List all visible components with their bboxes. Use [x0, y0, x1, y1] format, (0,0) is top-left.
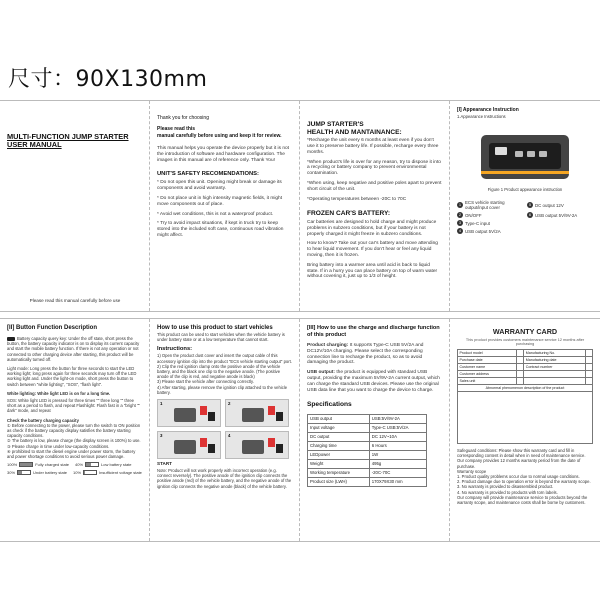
spec-row [308, 414, 427, 423]
battery-label: Fully charged state [35, 462, 70, 468]
callout-number: 6 [529, 213, 531, 218]
start-title: How to use this product to start vehicles [157, 325, 273, 331]
frozen-text: Bring battery into a warmer area until acid is back to liquid state. If in a hurry you can place battery on top of warm water without covering it, just up to 1/3 of height. [307, 262, 438, 280]
spec-row [308, 423, 427, 432]
spec-value: 6 Hours [369, 441, 426, 450]
charging-desc: It supports Type-C USB 5V/2A and DC12V/10A charging. Please select the corresponding connection line to recharge the product, so as to avoid damaging the product. [307, 343, 424, 366]
instruction-step: 3) Please start the vehicle after connecting correctly. [157, 379, 254, 385]
spec-value: Type-C USB:5V/2A [369, 423, 426, 432]
battery-label: Under battery state [33, 470, 68, 476]
appearance-panel [450, 101, 600, 311]
spec-value: 170X79X30 mm [369, 477, 426, 486]
warranty-cell [517, 357, 524, 364]
step-number: 2 [228, 401, 231, 407]
warranty-cell: Purchase date [458, 357, 517, 364]
battery-percent: 40% [75, 462, 84, 468]
button-title: [II] Button Function Description [7, 325, 97, 331]
battery-icon [83, 470, 97, 475]
spec-name: Product size (LWH) [308, 477, 370, 486]
check-item: ② The battery is low, please charge (the display screen is 100%) to use. [7, 438, 141, 444]
warranty-cell: Sales unit [458, 378, 517, 385]
start-panel [150, 319, 300, 541]
battery-percent: 100% [7, 462, 18, 468]
light-mode-text: Light mode: Long press the button for three seconds to start the LED working light; long press again for three seconds may turn off the LED working light and. Under the light-on mode, short press the button to switch between "white lighting", "SOS", "flash light". [7, 366, 137, 387]
step-illustration [157, 399, 221, 427]
spec-row [308, 477, 427, 486]
scope-item: Our company will provide maintenance service to products beyond the warranty scope, and maintenance costs shall be borne by customers. [457, 494, 588, 506]
warranty-cell [517, 364, 524, 371]
check-item: ④ prohibited to start the diesel engine under power storm, the battery and power shortage conditions to avoid serious power damage. [7, 448, 136, 460]
device-illustration [477, 127, 573, 183]
cover-panel [0, 101, 150, 311]
button-panel [0, 319, 150, 541]
warranty-cell [585, 357, 592, 364]
callout-item [457, 200, 523, 210]
capacity-key-text [7, 336, 142, 362]
frozen-text: Car batteries are designed to hold charge and might produce problems in subzero conditions, but if your battery is not properly charged it might freeze in subzero conditions. [307, 219, 437, 237]
please-read-text-2: manual carefully before using and keep it for review. [157, 133, 282, 139]
callout-number: 4 [459, 229, 461, 234]
step-number: 3 [160, 433, 163, 439]
usb-output-text [307, 370, 442, 393]
warranty-row [458, 357, 593, 364]
page-title: 尺寸：90X130mm [8, 67, 208, 92]
callout-label: USB output 5V/2A [465, 228, 501, 234]
figure-caption: Figure 1 Product appearance instruction [487, 187, 563, 193]
callout-item [457, 228, 523, 234]
check-item: ① Before connecting to the power, please turn the switch to ON position as check if the battery capacity display satisfies the battery starting capacity conditions. [7, 422, 141, 439]
warranty-subtitle: This product provides customers maintenance service 12 months after purchasing [465, 338, 585, 346]
scope-item: 1. Product quality problems occur due to normal usage conditions. [457, 474, 580, 480]
callout-item [527, 200, 593, 210]
cover-footer: Please read this manual carefully before use [29, 298, 121, 303]
spec-name: Charging time [308, 441, 370, 450]
maintenance-panel [300, 101, 450, 311]
manual-sheet-top [0, 100, 600, 312]
warranty-cell [585, 371, 592, 378]
callout-list [457, 200, 593, 234]
cover-title: MULTI-FUNCTION JUMP STARTER [7, 132, 129, 141]
warranty-cell [517, 371, 524, 378]
warranty-cell: Product model [458, 350, 517, 357]
battery-icon [85, 462, 99, 467]
frozen-title: FROZEN CAR'S BATTERY: [307, 210, 391, 218]
warranty-cell: Customer name [458, 364, 517, 371]
spec-value: USB:5V/9V-2A [369, 414, 426, 423]
spec-row [308, 450, 427, 459]
spec-table [307, 414, 427, 487]
battery-state [73, 470, 142, 475]
callout-number: 1 [459, 203, 461, 208]
usb-desc: the product is equipped with standard USB output, providing the maximum 5V/9V-2A current output, which can charge the standard USB devices. Please use the original USB data line that you want to charge the device to charge. [307, 370, 440, 393]
callout-label: USB output 5V/9V-2A [535, 212, 578, 218]
callout-label: ON/OFF [465, 212, 482, 218]
warranty-table [457, 349, 593, 392]
warranty-row [458, 350, 593, 357]
maintenance-item: *Recharge the unit every 6 months at least even if you don't use it to preserve battery life. If possible, recharge every three months. [307, 138, 439, 155]
battery-icon [17, 470, 31, 475]
instruction-step: 4) After starting, please remove the ignition clip attached to the vehicle battery. [157, 384, 288, 395]
spec-value: -20C-70C [369, 468, 426, 477]
maintenance-item: *When product's life is over for any reason, try to dispose it into a recycling or battery company to prevent environmental contamination. [307, 159, 441, 177]
spec-name: Working temperature [308, 468, 370, 477]
warranty-row [458, 364, 593, 371]
safety-item: * Try to avoid impact situations, if kept in truck try to keep stored into the included soft case, continuous road vibration might affect. [157, 221, 284, 238]
spec-row [308, 468, 427, 477]
thanks-text: Thank you for choosing [157, 115, 209, 121]
instruction-step: 2) Clip the red ignition clamp onto the positive anode of the vehicle battery, and the black one clip to the negative anode. (The positive anode of the clip is red, and negative anode is black) [157, 363, 281, 380]
safety-item: * Do not open this unit. Opening might break or damage its components and avoid warranty. [157, 180, 282, 192]
spec-row [308, 459, 427, 468]
instructions-title: Instructions: [157, 346, 193, 353]
warranty-title: WARRANTY CARD [492, 327, 558, 336]
battery-label: Low battery state [101, 462, 132, 468]
warranty-cell: Customer address [458, 371, 517, 378]
check-item: ③ Please charge in time under low-capacity conditions. [7, 443, 110, 449]
spec-row [308, 441, 427, 450]
maintenance-title-2: HEALTH AND MANTAINANCE: [307, 128, 402, 136]
step-illustrations [157, 399, 292, 459]
battery-state [7, 470, 67, 475]
product-charging-text [307, 343, 442, 366]
callout-item [457, 220, 523, 226]
charge-panel [300, 319, 450, 541]
spec-name: USB output [308, 414, 370, 423]
spec-title: Specifications [307, 401, 352, 409]
warranty-cell [524, 371, 586, 378]
scope-item: 2. Product damage due to operation error is beyond the warranty scope. [457, 479, 591, 485]
intro-text: This manual helps you operate the device properly but it is not the introduction of software and hardware configuration. The images in this manual are of reference only. Thank You! [157, 146, 289, 163]
warranty-cell [585, 364, 592, 371]
battery-state [7, 462, 69, 467]
callout-label: Type-C input [465, 220, 490, 226]
warranty-row [458, 371, 593, 378]
battery-label: Insufficient voltage state [99, 470, 142, 476]
battery-states [7, 462, 142, 475]
scope-title: Warranty scope [457, 468, 487, 474]
warranty-cell: Contract number [524, 364, 586, 371]
capacity-key-desc: Battery capacity query key: Under the off state, short press the button, the battery capacity indicator is on to display its current capacity and start the mobile battery function. If there is not any operation or not connected to other charging device after starting, this product will be automatically turned off. [7, 336, 140, 362]
warranty-cell: Manufacturing date [524, 357, 586, 364]
please-read-text: Please read this [157, 126, 196, 132]
warranty-cell [517, 350, 524, 357]
battery-icon [19, 462, 33, 467]
warranty-cell [585, 378, 592, 385]
callout-item [527, 220, 593, 226]
white-light-title: White lighting: White light LED is on for a long time. [7, 390, 111, 396]
frozen-text: How to know? Take out your car's battery and move attending to hear liquid movement. If you don't hear or feel any liquid moving, then it is frozen. [307, 241, 438, 258]
white-light-text: SOS: White light LED is pressed for three times "" three long "" three short as a period to flash, and repeat Flashlight: Flash fast in a "bright "" dark" mode, and repeat [7, 398, 140, 414]
intro-panel [150, 101, 300, 311]
step-illustration [157, 431, 221, 459]
spec-name: Input voltage [308, 423, 370, 432]
step-illustration [225, 399, 289, 427]
warranty-cell: Manufacturing No. [524, 350, 586, 357]
check-title: Check the battery charging capacity [7, 417, 79, 423]
warranty-cell [585, 350, 592, 357]
usb-label: USB output: [307, 370, 335, 376]
warranty-panel [450, 319, 600, 541]
warranty-row [458, 378, 593, 385]
warranty-cell [524, 378, 586, 385]
spec-value: 495g [369, 459, 426, 468]
callout-label: DC output 12V [535, 202, 564, 208]
battery-percent: 30% [7, 470, 16, 476]
callout-number: 5 [529, 203, 531, 208]
spec-value: 1W [369, 450, 426, 459]
step-number: 4 [228, 433, 231, 439]
charging-label: Product charging: [307, 343, 349, 348]
start-label: START [157, 461, 172, 467]
battery-state [75, 462, 131, 467]
safety-item: * Do not place unit in high intensity magnetic fields, it might move components out of place. [157, 195, 283, 207]
safety-title: UNIT'S SAFETY RECOMENDATIONS: [157, 171, 259, 178]
spec-name: DC output [308, 432, 370, 441]
callout-label: ECS vehicle starting output/input cover [465, 200, 505, 211]
callout-item [457, 212, 523, 218]
maintenance-title: JUMP STARTER'S [307, 121, 364, 128]
spec-row [308, 432, 427, 441]
instruction-step: 1) Open the product dust cover and insert the output cable of this accessory ignition clip into the product "ECS vehicle starting output" port. [157, 353, 292, 364]
step-illustration [225, 431, 289, 459]
callout-item [527, 212, 593, 218]
charge-title: [III] How to use the charge and discharge function of this product [307, 325, 440, 338]
appearance-subtitle: 1.Appearance Instructions [457, 114, 506, 119]
scope-item: 3. No warranty is provided to disassembled product. [457, 484, 554, 490]
spec-name: Weight [308, 459, 370, 468]
manual-sheet-bottom [0, 318, 600, 542]
abnormal-header: Abnormal phenomenon description of the product [458, 385, 593, 392]
abnormal-box [457, 392, 593, 444]
safety-item: * Avoid wet conditions, this is not a waterproof product. [157, 211, 274, 217]
safeguard-text: Safeguard conditions: Please show this warranty card and fill in corresponding content in detail when in need of maintenance service. Our company provides 12 months warranty period from the date of purchase. [457, 448, 586, 469]
spec-name: LEDpower [308, 450, 370, 459]
maintenance-item: *Operating temperatures between -20C to 70C [307, 196, 407, 202]
scope-item: 4. No warranty is provided to products with torn labels. [457, 489, 558, 495]
maintenance-item: *When using, keep negative and positive poles apart to prevent short circuit of the unit. [307, 180, 442, 192]
start-intro: This product can be used to start vehicles when the vehicle battery is under battery state or at a low temperature that cannot start. [157, 332, 285, 343]
battery-percent: 10% [73, 470, 82, 476]
cover-subtitle: USER MANUAL [7, 140, 62, 150]
warranty-cell [517, 378, 524, 385]
callout-number: 2 [459, 213, 461, 218]
start-note: Note: Product will not work properly with incorrect operation (e.g. connect reversely). The positive anode of the ignition clip connects the positive anode (red) of the vehicle battery, and the negative anode of the ignition clip connects the negative anode (black) of the vehicle battery. [157, 468, 292, 489]
step-number: 1 [160, 401, 163, 407]
appearance-title: [I] Appearance Instruction [457, 107, 519, 113]
callout-number: 3 [459, 221, 461, 226]
spec-value: DC 12V~10A [369, 432, 426, 441]
